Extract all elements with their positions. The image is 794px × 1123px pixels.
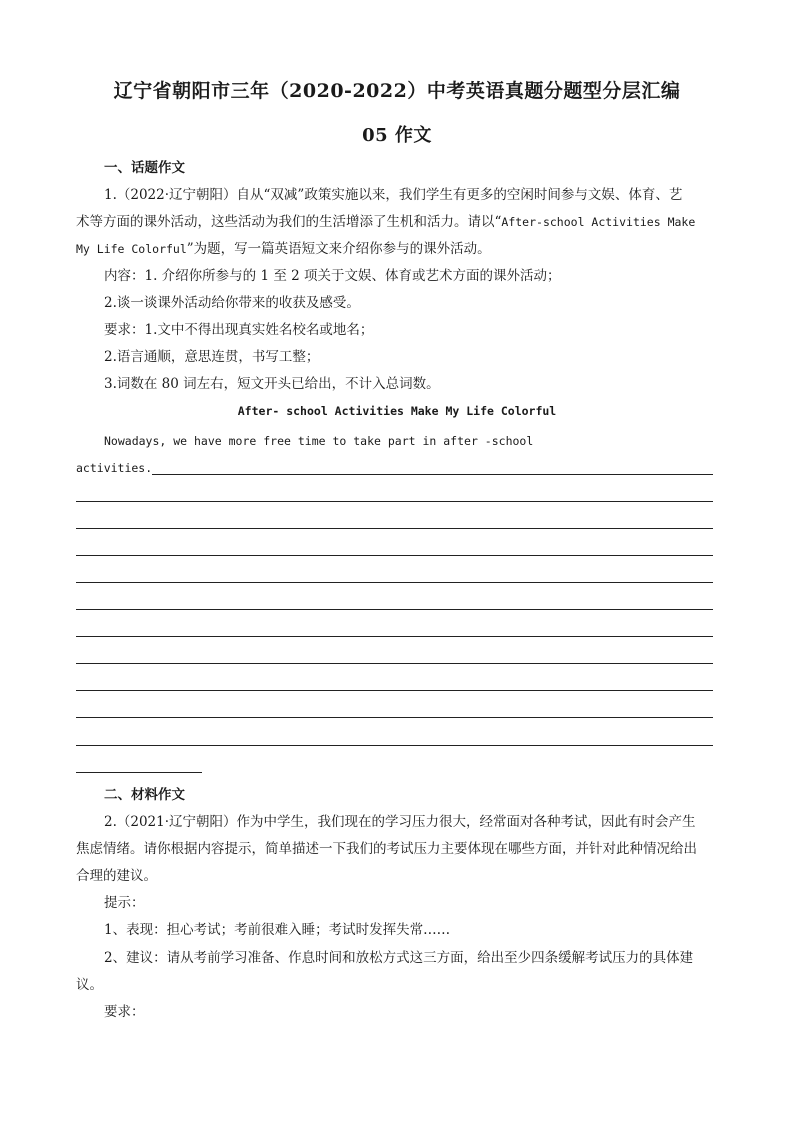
writing-line[interactable]	[76, 555, 713, 556]
writing-line[interactable]	[76, 609, 713, 610]
writing-line[interactable]	[152, 474, 713, 475]
question-1-title-part-2: My Life Colorful	[76, 242, 187, 256]
writing-line-short[interactable]	[76, 772, 202, 773]
essay-opening-line-1: Nowadays, we have more free time to take part in after -school	[104, 434, 534, 448]
writing-line[interactable]	[76, 690, 713, 691]
writing-line[interactable]	[76, 663, 713, 664]
requirement-item-2: 2.语言通顺，意思连贯，书写工整；	[104, 349, 320, 365]
section-heading-material-essay: 二、材料作文	[104, 787, 185, 803]
question-1-line-2	[76, 212, 695, 232]
essay-opening-line-2: activities.	[76, 461, 153, 475]
question-2-line-3: 合理的建议。	[76, 868, 157, 884]
question-1-line-3	[76, 239, 491, 259]
essay-title: After- school Activities Make My Life Colorful	[237, 404, 557, 418]
requirements-label: 要求：	[104, 1004, 145, 1020]
question-2-line-1: 2.（2021·辽宁朝阳）作为中学生，我们现在的学习压力很大，经常面对各种考试，因此有时会产生	[104, 814, 696, 830]
writing-line[interactable]	[76, 582, 713, 583]
section-heading-topic-essay: 一、话题作文	[104, 160, 185, 176]
page-title: 辽宁省朝阳市三年（2020-2022）中考英语真题分题型分层汇编	[113, 80, 681, 102]
writing-line[interactable]	[76, 528, 713, 529]
question-1-title-part-1: After-school Activities Make	[501, 215, 696, 229]
hint-item-1: 1、表现：担心考试；考前很难入睡；考试时发挥失常……	[104, 922, 451, 938]
requirement-item-1: 要求：1.文中不得出现真实姓名校名或地名；	[104, 322, 374, 338]
content-item-1: 内容：1. 介绍你所参与的 1 至 2 项关于文娱、体育或艺术方面的课外活动；	[104, 268, 561, 284]
question-1-line-1: 1.（2022·辽宁朝阳）自从“双减”政策实施以来，我们学生有更多的空闲时间参与文娱、体育、艺	[104, 187, 683, 203]
writing-line[interactable]	[76, 745, 713, 746]
question-2-line-2: 焦虑情绪。请你根据内容提示，简单描述一下我们的考试压力主要体现在哪些方面，并针对此种情况给出	[76, 841, 697, 857]
question-1-line-3-text: ”为题，写一篇英语短文来介绍你参与的课外活动。	[186, 241, 491, 257]
hint-item-2-line-1: 2、建议：请从考前学习准备、作息时间和放松方式这三方面，给出至少四条缓解考试压力的具体建	[104, 950, 694, 966]
hint-item-2-line-2: 议。	[76, 977, 103, 993]
page-subtitle: 05 作文	[362, 125, 432, 146]
writing-line[interactable]	[76, 717, 713, 718]
content-item-2: 2.谈一谈课外活动给你带来的收获及感受。	[104, 295, 360, 311]
writing-line[interactable]	[76, 501, 713, 502]
question-1-line-2-text: 术等方面的课外活动，这些活动为我们的生活增添了生机和活力。请以“	[76, 214, 502, 230]
requirement-item-3: 3.词数在 80 词左右，短文开头已给出，不计入总词数。	[104, 376, 440, 392]
hint-label: 提示：	[104, 895, 145, 911]
writing-line[interactable]	[76, 636, 713, 637]
